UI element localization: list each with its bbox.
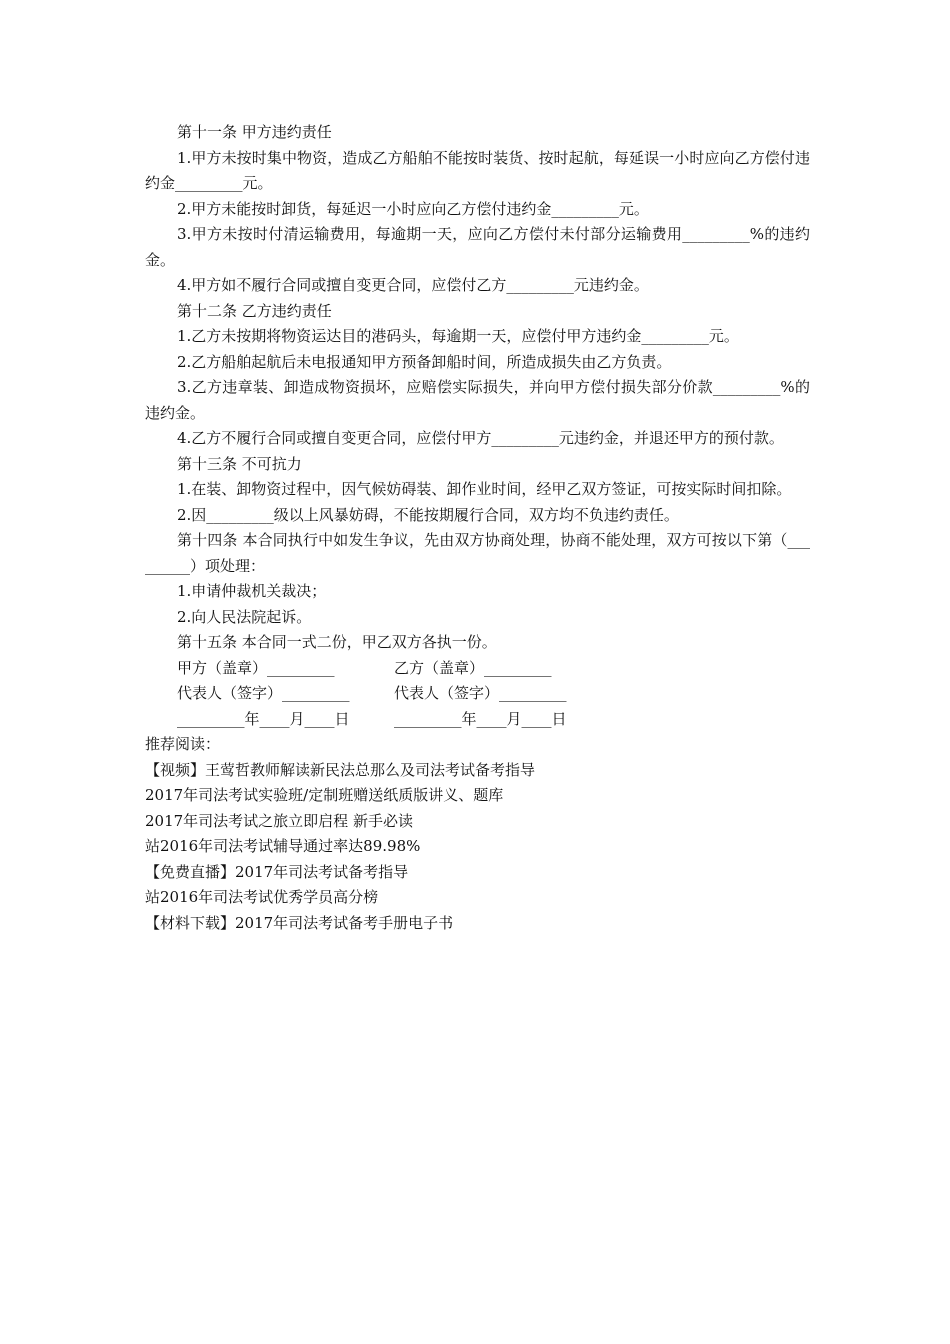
party-b-date: _________年____月____日 xyxy=(394,709,567,728)
party-a-representative: 代表人（签字）_________ xyxy=(177,684,350,702)
article-12-item-3: 3.乙方违章装、卸造成物资损坏，应赔偿实际损失，并向甲方偿付损失部分价款_________%的违约金。 xyxy=(145,378,810,422)
date-row xyxy=(145,707,810,733)
recommend-link-6[interactable]: 站2016年司法考试优秀学员高分榜 xyxy=(145,888,379,906)
recommend-link-2[interactable]: 2017年司法考试实验班/定制班赠送纸质版讲义、题库 xyxy=(145,786,504,804)
recommend-link-3[interactable]: 2017年司法考试之旅立即启程 新手必读 xyxy=(145,811,413,830)
article-15-text: 第十五条 本合同一式二份，甲乙双方各执一份。 xyxy=(177,633,497,651)
article-11-item-1: 1.甲方未按时集中物资，造成乙方船舶不能按时装货、按时起航，每延误一小时应向乙方偿付违约金_________元。 xyxy=(145,148,810,192)
article-13-heading: 第十三条 不可抗力 xyxy=(177,454,302,473)
recommend-link-5[interactable]: 【免费直播】2017年司法考试备考指导 xyxy=(145,862,409,881)
article-13-item-1: 1.在装、卸物资过程中，因气候妨碍装、卸作业时间，经甲乙双方签证，可按实际时间扣除。 xyxy=(177,480,792,498)
document-page xyxy=(145,120,810,936)
article-14-option-2: 2.向人民法院起诉。 xyxy=(177,607,312,626)
party-b-representative: 代表人（签字）_________ xyxy=(394,684,567,702)
article-12-item-2: 2.乙方船舶起航后未电报通知甲方预备卸船时间，所造成损失由乙方负责。 xyxy=(177,352,672,371)
seal-row xyxy=(145,656,810,682)
recommend-title: 推荐阅读： xyxy=(145,735,221,753)
party-a-seal: 甲方（盖章）_________ xyxy=(177,658,335,677)
article-14-option-1: 1.申请仲裁机关裁决； xyxy=(177,582,327,600)
article-13-item-2: 2.因_________级以上风暴妨碍，不能按期履行合同，双方均不负违约责任。 xyxy=(177,505,679,524)
article-12-item-4: 4.乙方不履行合同或擅自变更合同，应偿付甲方_________元违约金，并退还甲方的预付款。 xyxy=(177,429,784,447)
party-b-seal: 乙方（盖章）_________ xyxy=(394,658,552,677)
article-11-item-4: 4.甲方如不履行合同或擅自变更合同，应偿付乙方_________元违约金。 xyxy=(177,276,649,294)
representative-row xyxy=(145,681,810,707)
article-12-heading: 第十二条 乙方违约责任 xyxy=(177,301,332,320)
article-11-item-3: 3.甲方未按时付清运输费用，每逾期一天，应向乙方偿付未付部分运输费用_________%的违约金。 xyxy=(145,225,810,269)
article-14-text: 第十四条 本合同执行中如发生争议，先由双方协商处理，协商不能处理，双方可按以下第（_________）项处理： xyxy=(145,531,810,575)
recommend-link-4[interactable]: 站2016年司法考试辅导通过率达89.98% xyxy=(145,837,421,855)
article-11-heading: 第十一条 甲方违约责任 xyxy=(177,123,332,141)
article-11-item-2: 2.甲方未能按时卸货，每延迟一小时应向乙方偿付违约金_________元。 xyxy=(177,199,649,218)
article-12-item-1: 1.乙方未按期将物资运达目的港码头，每逾期一天，应偿付甲方违约金_________元。 xyxy=(177,327,739,345)
recommend-link-1[interactable]: 【视频】王莺哲教师解读新民法总那么及司法考试备考指导 xyxy=(145,760,536,779)
party-a-date: _________年____月____日 xyxy=(177,709,350,728)
recommend-link-7[interactable]: 【材料下载】2017年司法考试备考手册电子书 xyxy=(145,913,454,932)
